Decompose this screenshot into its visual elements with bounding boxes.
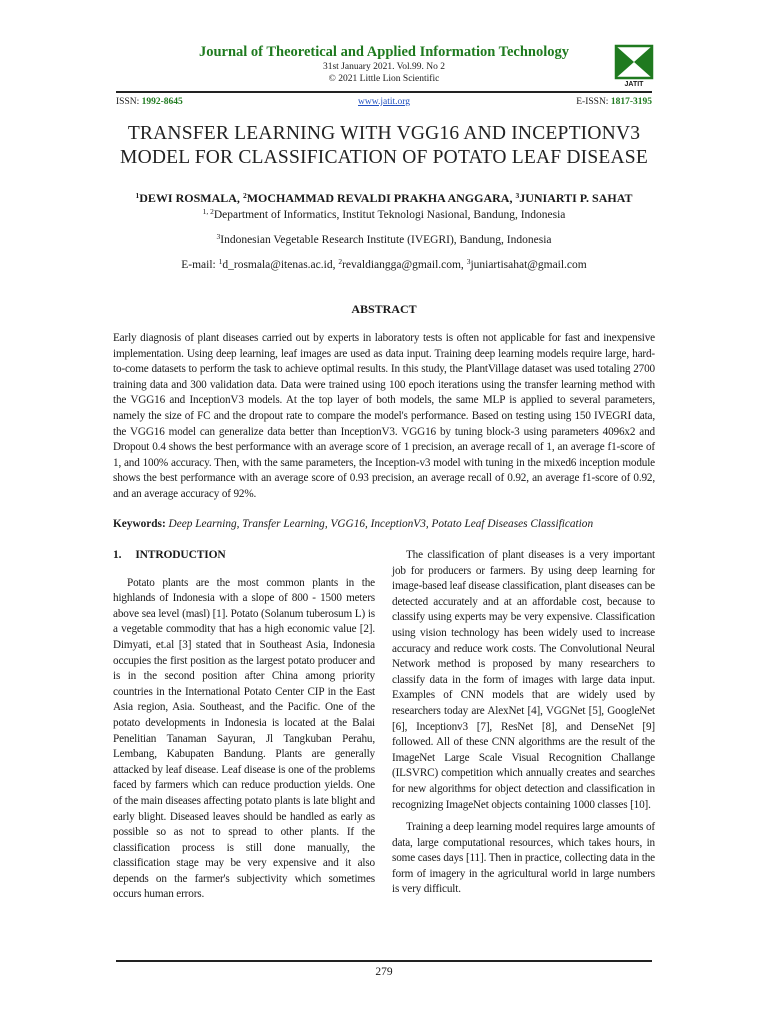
affiliation-2: $^3$Indonesian Vegetable Research Institute (IVEGRI), Bandung, Indonesia [216, 232, 552, 246]
jatit-logo-icon [614, 42, 654, 88]
issn-value: 1992-8645 [141, 97, 183, 107]
authors: $^1$DEWI ROSMALA, $^2$MOCHAMMAD REVALDI PRAKHA ANGGARA, $^3$JUNIARTI P. SAHAT [135, 191, 633, 205]
copyright-line: © 2021 Little Lion Scientific [328, 74, 440, 84]
logo-text: JATIT [624, 81, 644, 88]
paper-title [90, 122, 678, 170]
keywords-label: Keywords: [113, 518, 166, 530]
issue-text: 31st January 2021. Vol.99. No 2 [322, 62, 446, 72]
email-1[interactable]: d_rosmala@itenas.ac.id, [222, 259, 339, 271]
email-line: E-mail: $^1$d_rosmala@itenas.ac.id, $^2$revaldiangga@gmail.com, $^3$juniartisahat@gmail.com [181, 257, 587, 271]
eissn: E-ISSN: 1817-3195 [576, 97, 652, 107]
website-link[interactable]: www.jatit.org [358, 97, 410, 107]
author-1: DEWI ROSMALA, [139, 191, 243, 205]
keywords [113, 518, 673, 530]
issn: ISSN: 1992-8645 [116, 97, 183, 107]
issue-line [150, 62, 618, 72]
intro-paragraph-1: Potato plants are the most common plants in the highlands of Indonesia with a slope of 800 - 1500 meters above sea level (masl) [1]. Potato (Solanum tuberosum L) is a vegetable commodity that has a high economic value [2]. Dimyati, et.al [3] stated that in Southeast Asia, Indonesia occupies the first position as the largest potato producer and is in the second position after China among priority countries in the International Potato Center CIP in the East Asia region, Asia. Southeast, and the Pacific. One of the potato developments in Indonesia is located at the Balai Penelitian Tanaman Sayuran, Jl Tangkuban Perahu, Lembang, Kabupaten Bandung. Plants are generally attacked by leaf disease. Leaf disease is one of the problems faced by farmers which can reduce production yields. One of the main diseases affecting potato plants is late blight and early blight. Diseased leaves should be handled as early as possible so as not to spread to other plants. If the classification process is still done manually, the classification stage may be very expensive and it also depends on the farmer's subjectivity which sometimes occurs human errors. [113, 576, 375, 901]
footer-rule [116, 960, 652, 962]
paper-title-line-2: MODEL FOR CLASSIFICATION OF POTATO LEAF DISEASE [120, 147, 648, 168]
author-3: JUNIARTI P. SAHAT [519, 191, 633, 205]
journal-title: Journal of Theoretical and Applied Information Technology [198, 44, 570, 60]
intro-paragraph-3: Training a deep learning model requires large amounts of data, large computational resources, which takes hours, in some cases days [11]. Then in practice, collecting data in the form of imagery in the agricultural world in large numbers is very difficult. [392, 821, 655, 896]
section-heading-introduction: 1. INTRODUCTION [113, 549, 226, 561]
paper-title-line-1: TRANSFER LEARNING WITH VGG16 AND INCEPTIONV3 [127, 123, 641, 144]
website-wrap [116, 97, 652, 107]
affiliation-1: $^{1, 2}$Department of Informatics, Institut Teknologi Nasional, Bandung, Indonesia [202, 207, 566, 221]
intro-paragraph-2: The classification of plant diseases is a very important job for producers or farmers. By using deep learning for image-based leaf disease classification, plant diseases can be detected accurately and at an affordable cost, because to classify using experts may be very expensive. Classification using vision technology has been widely used to increase accuracy and reduce work costs. The Convolutional Neural Network method is proposed by many researchers to classify data in the form of images with large data input. Examples of CNN models that are widely used by researchers today are AlexNet [4], VGGNet [5], GoogleNet [6], Inceptionv3 [7], ResNet [8], and DenseNet [9] followed. All of these CNN algorithms are the result of the ImageNet Large Scale Visual Recognition Challange (ILSVRC) competition which annually creates and searches for new algorithms for object detection and classification in recognizing ImageNet objects containing 1000 classes [10]. [392, 549, 655, 811]
abstract-text: Early diagnosis of plant diseases carried out by experts in laboratory tests is often not applicable for fast and inexpensive implementation. Using deep learning, leaf images are used as data input. Training deep learning models require large, hard-to-come datasets to perform the task to achieve optimal results. In this study, the PlantVillage dataset was used totaling 2700 training data and 300 validation data. Data were trained using 100 epoch iterations using the transfer learning method with the VGG16 and InceptionV3 models. At the top layer of both models, the same MLP is applied to several parameters, namely the size of FC and the dropout rate to compare the model's performance. Based on testing using 150 IVEGRI data, the VGG16 model can generalize data better than InceptionV3. VGG16 by tuning block-3 using parameters 4096x2 and Dropout 0.4 shows the best performance with an average score of 1 precision, an average recall of 1, an average f1-score of 1, and 100% accuracy. Then, with the same parameters, the Inception-v3 model with tuning in the mixed6 inception module shows the best performance with an average score of 0.93 precision, an average recall of 0.92, an average f1-score of 0.92, and an average accuracy of 92%. [113, 332, 655, 500]
email-2[interactable]: revaldiangga@gmail.com, [342, 259, 467, 271]
page-number: 279 [375, 966, 393, 978]
abstract-heading: ABSTRACT [351, 302, 417, 316]
header-rule [116, 91, 652, 93]
eissn-value: 1817-3195 [610, 97, 652, 107]
right-column [392, 548, 655, 898]
issn-row [116, 97, 652, 111]
keywords-value: Deep Learning, Transfer Learning, VGG16, InceptionV3, Potato Leaf Diseases Classification [168, 518, 594, 530]
author-2: MOCHAMMAD REVALDI PRAKHA ANGGARA, [246, 191, 516, 205]
left-column [113, 548, 375, 903]
email-3[interactable]: juniartisahat@gmail.com [470, 259, 587, 271]
